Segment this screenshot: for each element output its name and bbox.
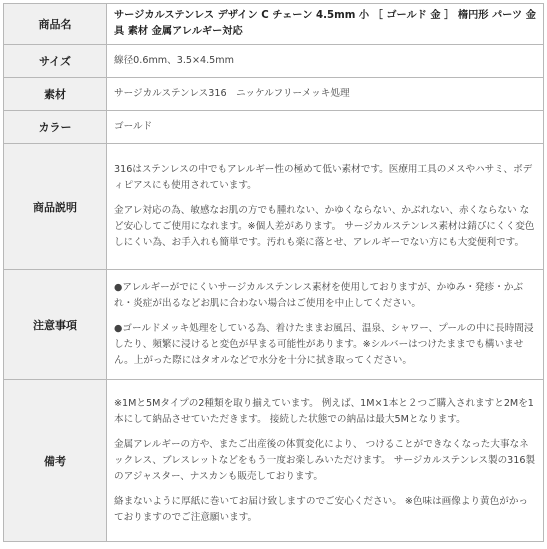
remarks-paragraph-3: 絡まないように厚紙に巻いてお届け致しますのでご安心ください。 ※色味は画像より黄色がかっておりますのでご注意願います。	[114, 495, 529, 523]
row-description	[4, 144, 544, 270]
value-remarks	[107, 380, 544, 542]
value-material: サージカルステンレス316 ニッケルフリーメッキ処理	[107, 78, 544, 111]
description-paragraph-1: 316はステンレスの中でもアレルギー性の極めて低い素材です。医療用工具のメスやハサミ、ボディピアスにも使用されています。	[114, 164, 533, 191]
remarks-paragraph-1: ※1Mと5Mタイプの2種類を取り揃えています。 例えば、1M×1本と２つご購入されますと2Mを1本にして納品させていただきます。 接続した状態での納品は最大5Mとなります。	[114, 397, 534, 425]
value-notes	[107, 270, 544, 380]
label-notes: 注意事項	[4, 270, 107, 380]
product-spec-table	[3, 3, 544, 542]
row-notes	[4, 270, 544, 380]
value-description	[107, 144, 544, 270]
notes-paragraph-2: ●ゴールドメッキ処理をしている為、着けたままお風呂、温泉、シャワー、プールの中に長時間浸したり、頻繁に浸けると変色が早まる可能性があります。※シルバーはつけたままでも構いません。上がった際にはタオルなどで水分を十分に拭き取ってください。	[114, 323, 534, 366]
notes-paragraph-1: ●アレルギーがでにくいサージカルステンレス素材を使用しておりますが、かゆみ・発疹・かぶれ・炎症が出るなどお肌に合わない場合はご使用を中止してください。	[114, 282, 524, 309]
value-product-name: サージカルステンレス デザイン C チェーン 4.5mm 小 ［ ゴールド 金 ］ 楕円形 パーツ 金具 素材 金属アレルギー対応	[107, 4, 544, 45]
row-color	[4, 111, 544, 144]
label-size: サイズ	[4, 45, 107, 78]
label-material: 素材	[4, 78, 107, 111]
row-product-name	[4, 4, 544, 45]
description-paragraph-2: 金アレ対応の為、敏感なお肌の方でも腫れない、かゆくならない、かぶれない、赤くならない など安心してご使用になれます。※個人差があります。 サージカルステンレス素材は錆びにくく変色しにくい為、お手入れも簡単です。汚れも楽に落とせ、アレルギーでない方にも大変便利です。	[114, 205, 535, 248]
value-color: ゴールド	[107, 111, 544, 144]
row-remarks	[4, 380, 544, 542]
remarks-paragraph-2: 金属アレルギーの方や、またご出産後の体質変化により、 つけることができなくなった大事なネックレス、ブレスレットなどをもう一度お楽しみいただけます。 サージカルステンレス製の316製のアジャスター、ナスカンも販売しております。	[114, 438, 536, 482]
label-product-name: 商品名	[4, 4, 107, 45]
row-size	[4, 45, 544, 78]
label-description: 商品説明	[4, 144, 107, 270]
row-material	[4, 78, 544, 111]
value-size: 線径0.6mm、3.5×4.5mm	[107, 45, 544, 78]
label-color: カラー	[4, 111, 107, 144]
label-remarks: 備考	[4, 380, 107, 542]
